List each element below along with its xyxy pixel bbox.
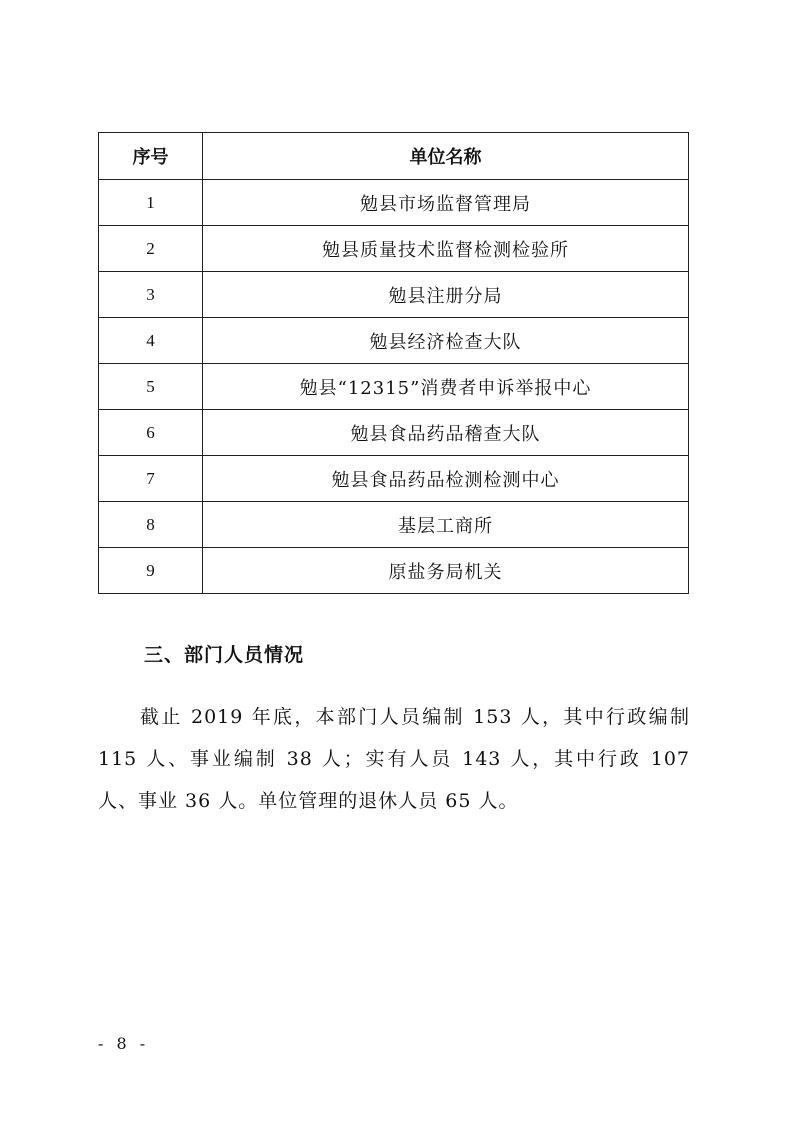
row-serial: 4: [99, 318, 203, 364]
row-serial: 1: [99, 180, 203, 226]
unit-table: [98, 132, 689, 594]
table-header-row: [99, 133, 689, 180]
table-row: [99, 318, 689, 364]
column-header-unit-name: 单位名称: [203, 133, 689, 180]
row-unit-name: 勉县食品药品检测检测中心: [203, 456, 689, 502]
row-unit-name: 勉县食品药品稽查大队: [203, 410, 689, 456]
row-unit-name: 勉县经济检查大队: [203, 318, 689, 364]
table-row: [99, 272, 689, 318]
table-row: [99, 226, 689, 272]
row-serial: 2: [99, 226, 203, 272]
row-serial: 6: [99, 410, 203, 456]
table-row: [99, 410, 689, 456]
table-row: [99, 180, 689, 226]
row-unit-name: 基层工商所: [203, 502, 689, 548]
section-heading: 三、部门人员情况: [144, 644, 305, 666]
row-serial: 8: [99, 502, 203, 548]
column-header-serial: 序号: [99, 133, 203, 180]
staffing-paragraph: 截止 2019 年底，本部门人员编制 153 人，其中行政编制 115 人、事业编制 38 人；实有人员 143 人，其中行政 107 人、事业 36 人。单位管理的退休人员 65 人。: [98, 706, 690, 812]
table-row: [99, 548, 689, 594]
table-row: [99, 456, 689, 502]
row-unit-name: 原盐务局机关: [203, 548, 689, 594]
row-serial: 9: [99, 548, 203, 594]
row-unit-name: 勉县质量技术监督检测检验所: [203, 226, 689, 272]
table-row: [99, 364, 689, 410]
row-serial: 5: [99, 364, 203, 410]
row-unit-name: 勉县注册分局: [203, 272, 689, 318]
row-serial: 7: [99, 456, 203, 502]
row-serial: 3: [99, 272, 203, 318]
row-unit-name: 勉县市场监督管理局: [203, 180, 689, 226]
page-number: - 8 -: [98, 1034, 150, 1053]
table-row: [99, 502, 689, 548]
row-unit-name: 勉县“12315”消费者申诉举报中心: [203, 364, 689, 410]
